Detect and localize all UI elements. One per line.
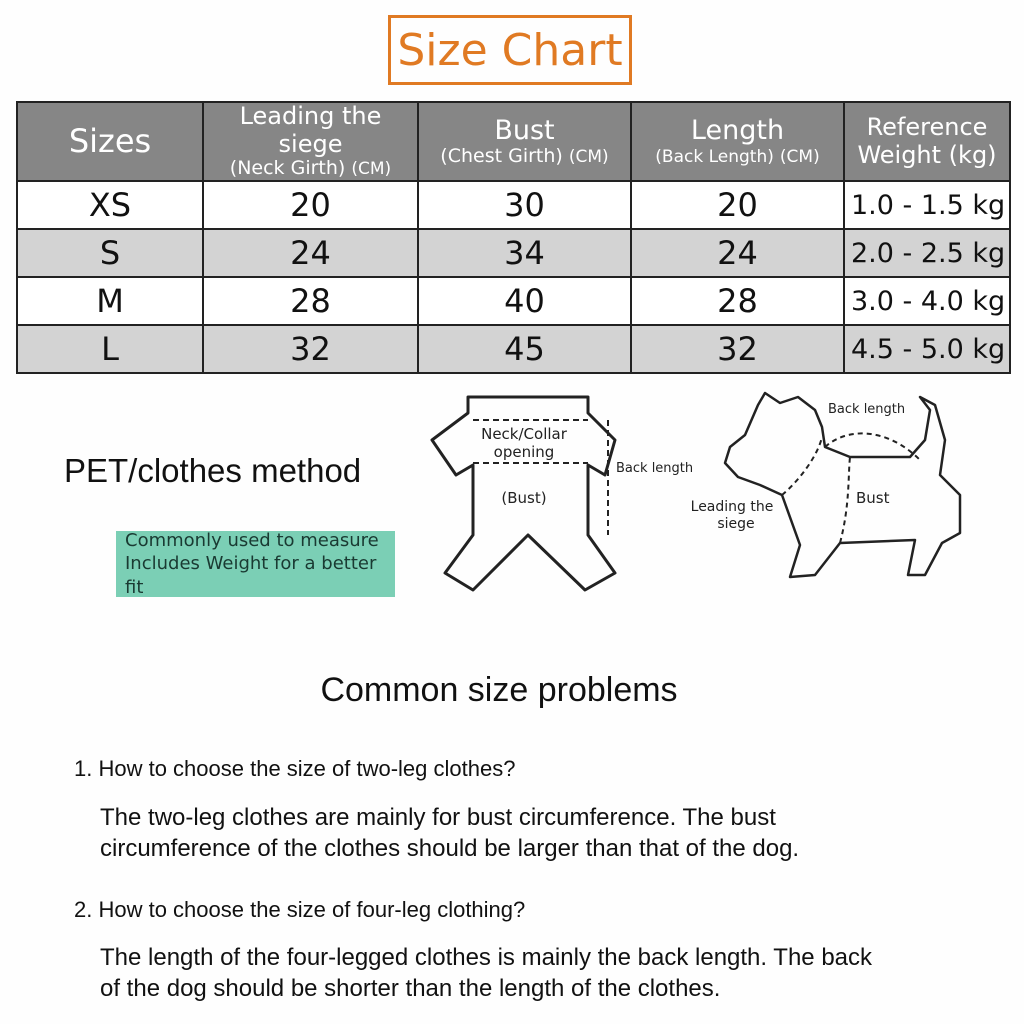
cell-neck: 28	[203, 277, 418, 325]
header-neck-unit: (CM)	[351, 159, 392, 180]
neck-collar-label-2: opening	[493, 443, 555, 461]
header-neck-line2: (Neck Girth)	[229, 157, 346, 180]
neck-collar-label-1: Neck/Collar	[481, 425, 567, 443]
cell-bust: 30	[418, 181, 631, 229]
cell-size: L	[17, 325, 203, 373]
header-bust-line1: Bust	[494, 115, 555, 147]
measure-note-badge	[116, 531, 395, 597]
dog-bust-dashed-line	[840, 457, 850, 543]
leading-label-1: Leading the	[690, 499, 774, 515]
bust-label: (Bust)	[501, 489, 547, 507]
measurement-diagram	[420, 385, 980, 595]
cell-neck: 32	[203, 325, 418, 373]
cell-size: S	[17, 229, 203, 277]
answer-2-line-1: The length of the four-legged clothes is mainly the back length. The back	[100, 944, 873, 971]
cell-weight: 1.0 - 1.5 kg	[844, 181, 1010, 229]
header-bust-unit: (CM)	[568, 147, 609, 168]
header-length	[631, 102, 844, 181]
header-bust	[418, 102, 631, 181]
cell-weight: 4.5 - 5.0 kg	[844, 325, 1010, 373]
header-length-line2-wrap	[632, 146, 843, 168]
answer-1	[100, 802, 960, 864]
size-table	[16, 101, 1011, 374]
table-row	[17, 229, 1010, 277]
header-length-line2: (Back Length)	[655, 147, 774, 168]
question-2: 2. How to choose the size of four-leg clothing?	[74, 897, 526, 922]
header-weight-line2: Weight (kg)	[857, 140, 997, 169]
header-neck	[203, 102, 418, 181]
dog-bust-label: Bust	[856, 489, 890, 507]
cell-weight: 2.0 - 2.5 kg	[844, 229, 1010, 277]
cell-bust: 45	[418, 325, 631, 373]
header-sizes: Sizes	[17, 102, 203, 181]
answer-2-line-2: of the dog should be shorter than the length of the clothes.	[100, 975, 721, 1002]
header-neck-line1: Leading the siege	[239, 102, 382, 158]
cell-length: 28	[631, 277, 844, 325]
size-chart-title-box	[388, 15, 632, 85]
cell-neck: 24	[203, 229, 418, 277]
dog-outline-icon	[725, 393, 960, 577]
header-weight-line1: Reference	[866, 112, 988, 141]
page-title: Size Chart	[397, 24, 623, 76]
table-row	[17, 181, 1010, 229]
note-line-2: Includes Weight for a better fit	[125, 553, 377, 598]
cell-length: 24	[631, 229, 844, 277]
header-length-unit: (CM)	[779, 147, 820, 168]
answer-1-line-1: The two-leg clothes are mainly for bust circumference. The bust	[100, 804, 776, 831]
header-length-line1: Length	[690, 115, 785, 147]
cell-length: 32	[631, 325, 844, 373]
table-row	[17, 277, 1010, 325]
cell-size: M	[17, 277, 203, 325]
dog-back-length-label: Back length	[828, 402, 906, 417]
problems-title: Common size problems	[320, 671, 678, 709]
header-neck-line2-wrap	[204, 158, 417, 180]
cell-length: 20	[631, 181, 844, 229]
answer-1-line-2: circumference of the clothes should be larger than that of the dog.	[100, 835, 800, 862]
header-weight	[844, 102, 1010, 181]
back-length-label: Back length	[616, 461, 694, 476]
cell-neck: 20	[203, 181, 418, 229]
note-line-1: Commonly used to measure	[125, 529, 379, 551]
cell-weight: 3.0 - 4.0 kg	[844, 277, 1010, 325]
header-bust-line2: (Chest Girth)	[440, 145, 563, 168]
answer-2	[100, 942, 960, 1004]
method-title: PET/clothes method	[64, 452, 362, 489]
leading-label-2: siege	[717, 516, 755, 532]
cell-bust: 34	[418, 229, 631, 277]
header-bust-line2-wrap	[419, 146, 630, 168]
table-row	[17, 325, 1010, 373]
dog-neck-dashed-line	[782, 437, 822, 495]
question-1: 1. How to choose the size of two-leg clothes?	[74, 756, 516, 781]
cell-size: XS	[17, 181, 203, 229]
table-header-row	[17, 102, 1010, 181]
cell-bust: 40	[418, 277, 631, 325]
